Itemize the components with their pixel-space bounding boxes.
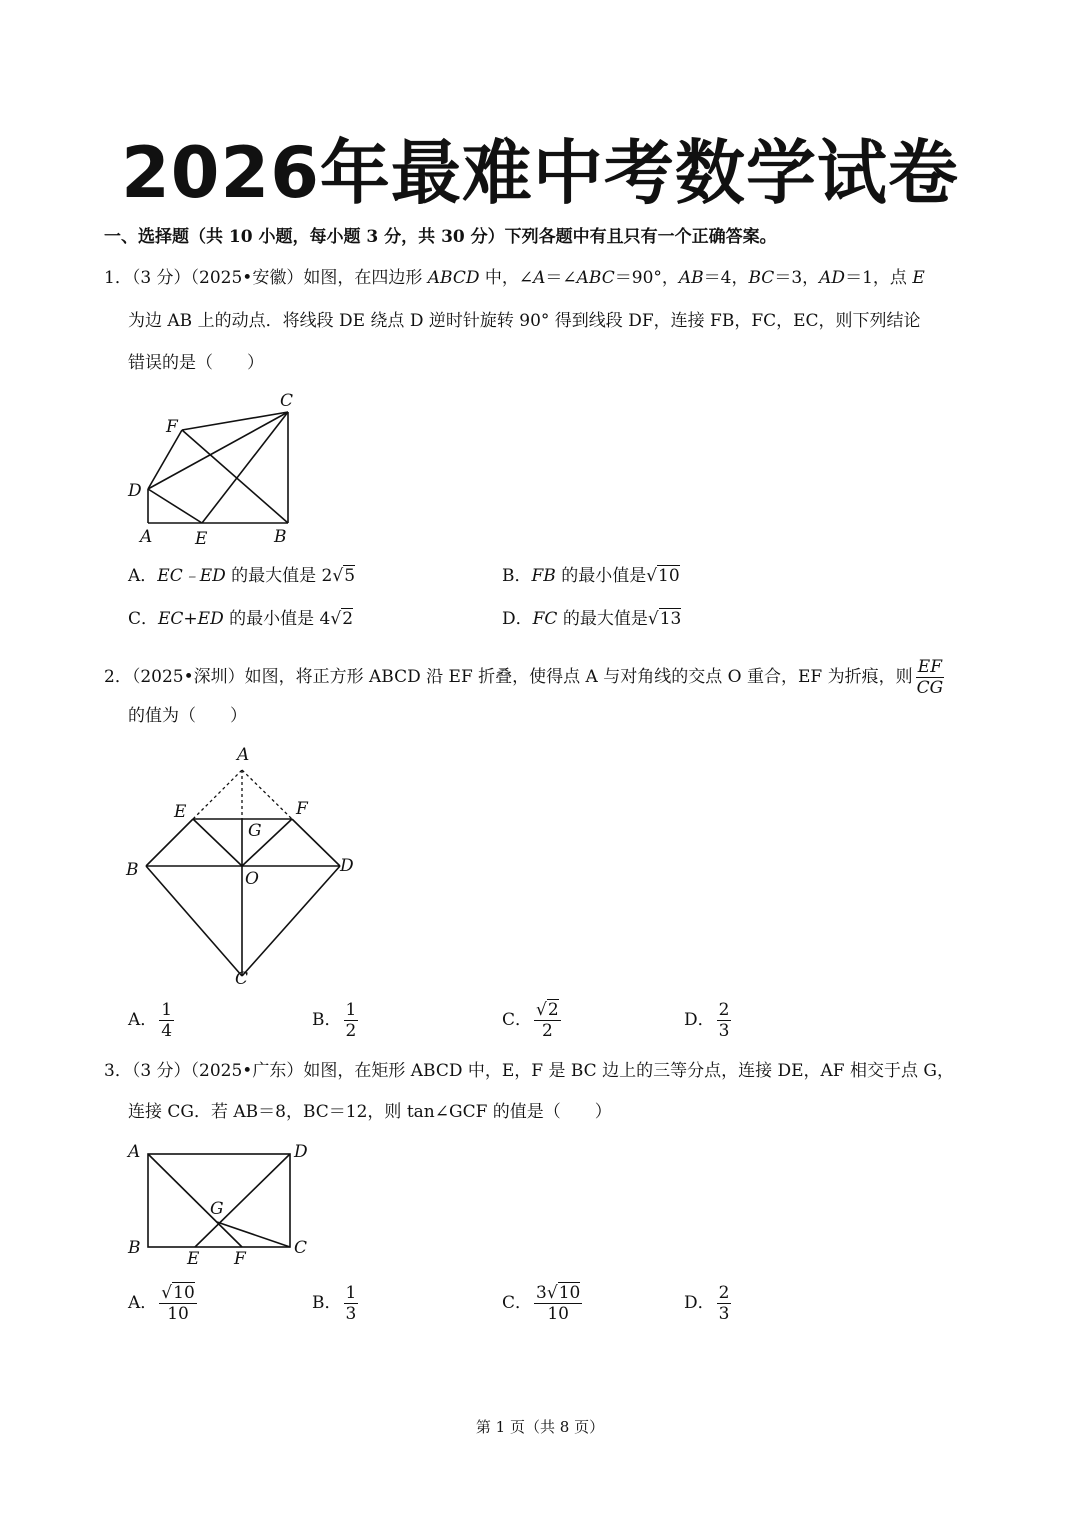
q1-label-F: F	[166, 417, 178, 437]
q3-label-F: F	[234, 1249, 246, 1269]
q1-label-D: D	[128, 481, 142, 501]
q1-figure	[120, 388, 330, 550]
q3-line2: 连接 CG．若 AB＝8，BC＝12，则 tan∠GCF 的值是（ ）	[128, 1102, 612, 1122]
q1-label-A: A	[140, 527, 153, 547]
page-title: 2026年最难中考数学试卷	[121, 132, 959, 214]
q3-label-E: E	[187, 1249, 200, 1269]
q1-option-c: C．EC+ED 的最小值是 4√2	[128, 609, 354, 629]
q2-line2: 的值为（ ）	[128, 706, 247, 726]
q1-option-b: B．FB 的最小值是√10	[502, 566, 680, 586]
q1-label-E: E	[195, 529, 208, 549]
q3-label-A: A	[128, 1142, 141, 1162]
q3-label-B: B	[128, 1238, 141, 1258]
q3-option-d: D． $\frac{2}{3}$	[684, 1283, 730, 1324]
q1-line2: 为边 AB 上的动点．将线段 DE 绕点 D 逆时针旋转 90° 得到线段 DF，连接 FB，FC，EC，则下列结论	[128, 311, 921, 331]
q1-option-a: A．EC﹣ED 的最大值是 2√5	[128, 566, 356, 586]
q2-label-C: C	[235, 969, 249, 989]
q2-label-B: B	[126, 860, 139, 880]
q3-option-b: B． $\frac{1}{3}$	[312, 1283, 357, 1324]
q3-option-a: A． $\frac{√10}{10}$	[128, 1283, 195, 1324]
q2-option-a: A． $\frac{1}{4}$	[128, 1000, 173, 1041]
q2-label-A: A	[237, 745, 250, 765]
q3-figure	[120, 1140, 320, 1270]
q2-label-E: E	[174, 802, 187, 822]
q2-figure	[118, 740, 368, 990]
q2-option-c: C． $\frac{√2}{2}$	[502, 1000, 559, 1041]
page-footer: 第 1 页（共 8 页）	[475, 1418, 605, 1436]
q2-label-F: F	[296, 799, 308, 819]
q3-label-D: D	[294, 1142, 308, 1162]
q3-option-c: C． $\frac{3√10}{10}$	[502, 1283, 581, 1324]
q2-label-G: G	[248, 821, 262, 841]
q1-line3: 错误的是（ ）	[128, 353, 264, 373]
q1-label-C: C	[280, 391, 294, 411]
q1-option-d: D．FC 的最大值是√13	[502, 609, 682, 629]
q2-option-d: D． $\frac{2}{3}$	[684, 1000, 730, 1041]
q2-label-O: O	[245, 869, 259, 889]
q2-option-b: B． $\frac{1}{2}$	[312, 1000, 357, 1041]
q3-label-G: G	[210, 1199, 224, 1219]
q1-line1: 1．（3 分）（2025•安徽）如图，在四边形 ABCD 中，∠A＝∠ABC＝90°，AB＝4，BC＝3，AD＝1，点 E	[104, 268, 925, 288]
q3-label-C: C	[294, 1238, 308, 1258]
q1-label-B: B	[274, 527, 287, 547]
section-heading: 一、选择题（共 10 小题，每小题 3 分，共 30 分）下列各题中有且只有一个正确答案。	[104, 227, 777, 247]
q3-line1: 3．（3 分）（2025•广东）如图，在矩形 ABCD 中，E，F 是 BC 边上的三等分点，连接 DE，AF 相交于点 G，	[104, 1061, 954, 1081]
q2-line1: 2．（2025•深圳）如图，将正方形 ABCD 沿 EF 折叠，使得点 A 与对角线的交点 O 重合，EF 为折痕，则 $\frac{EF}{CG}$	[104, 657, 944, 698]
q2-label-D: D	[340, 856, 354, 876]
